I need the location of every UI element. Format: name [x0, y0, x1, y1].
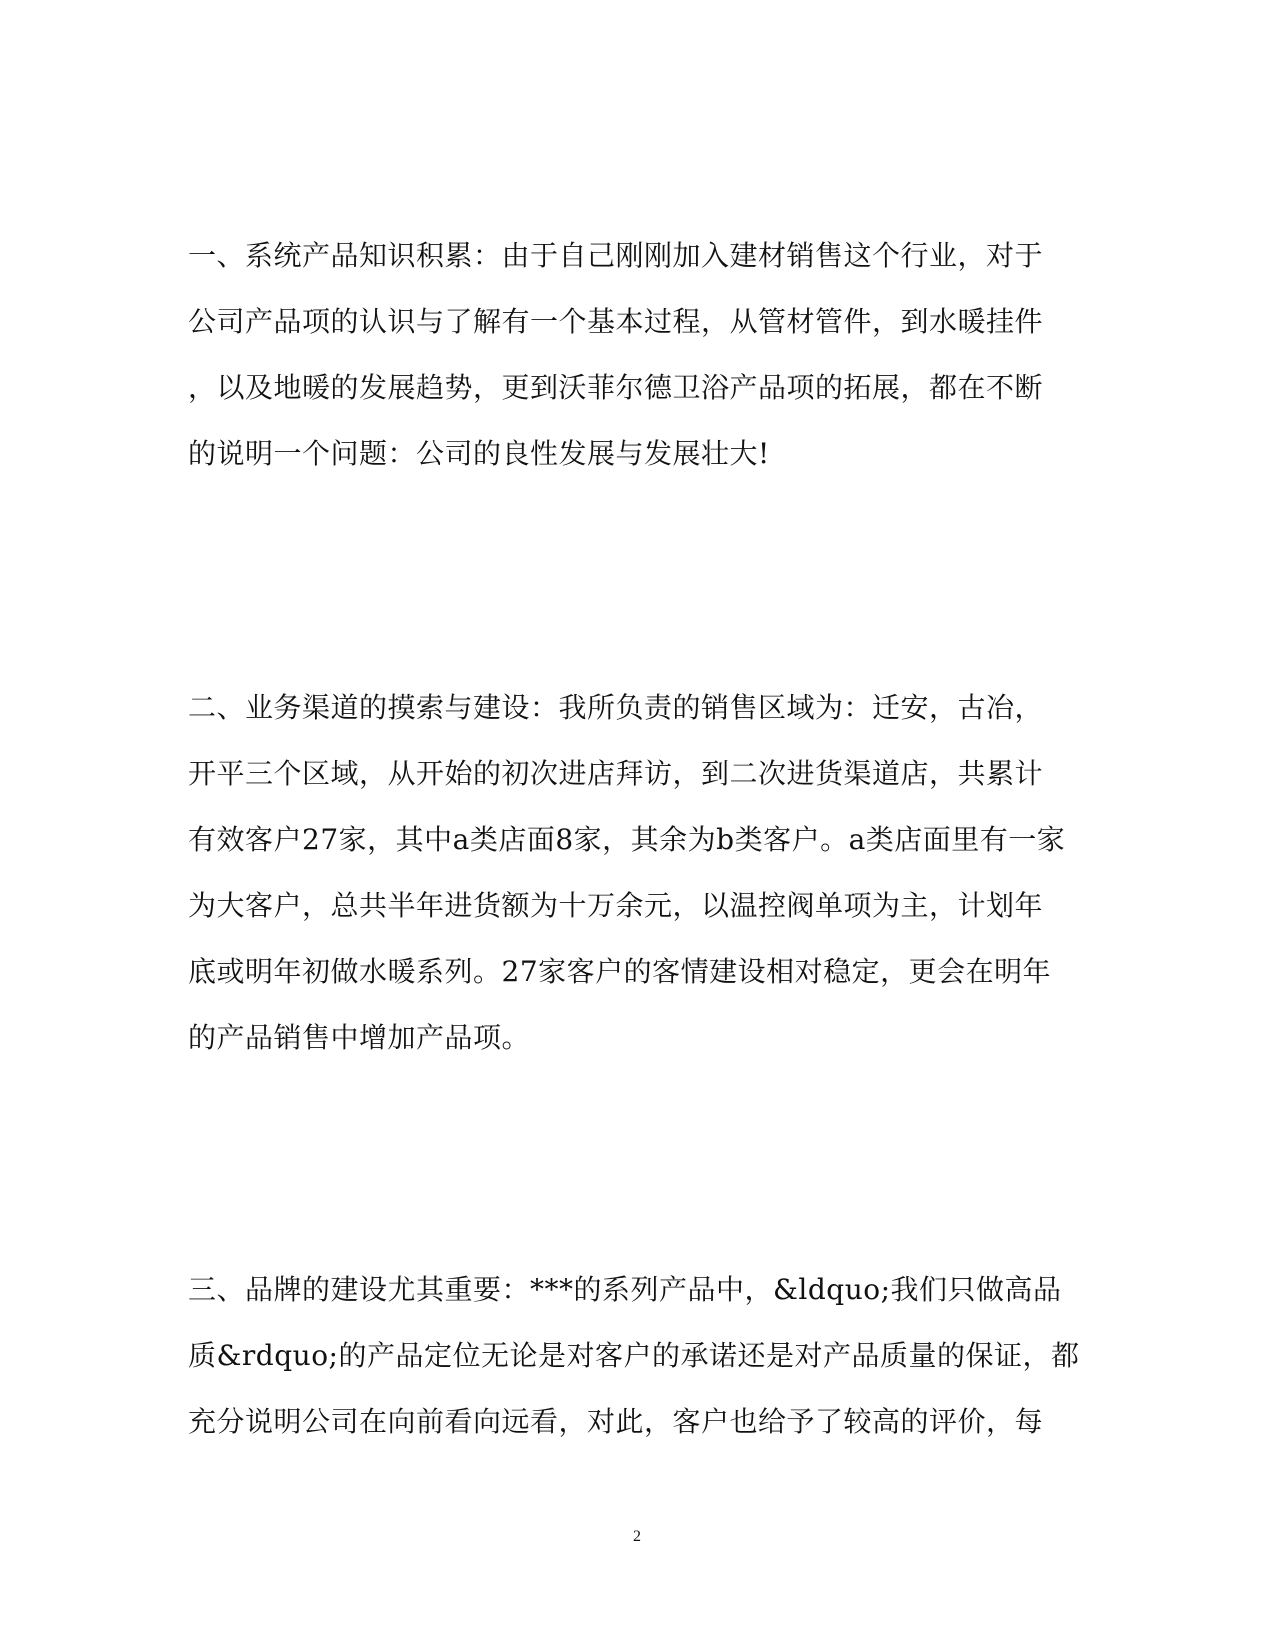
paragraph-line: 公司产品项的认识与了解有一个基本过程，从管材管件，到水暖挂件: [188, 305, 1044, 338]
paragraph-line: 的说明一个问题：公司的良性发展与发展壮大!: [188, 437, 770, 470]
page-number: 2: [633, 1528, 641, 1545]
paragraph-brand-building: [188, 1257, 1080, 1455]
paragraph-line: 开平三个区域，从开始的初次进店拜访，到二次进货渠道店，共累计: [188, 757, 1044, 790]
paragraph-line: 的产品销售中增加产品项。: [188, 1021, 531, 1054]
paragraph-line: 充分说明公司在向前看向远看，对此，客户也给予了较高的评价，每: [188, 1405, 1044, 1438]
paragraph-line: 一、系统产品知识积累：由于自己刚刚加入建材销售这个行业，对于: [188, 239, 1044, 272]
paragraph-line: 底或明年初做水暖系列。27家客户的客情建设相对稳定，更会在明年: [188, 955, 1052, 988]
paragraph-sales-channels: [188, 675, 1068, 1071]
paragraph-line: ，以及地暖的发展趋势，更到沃菲尔德卫浴产品项的拓展，都在不断: [188, 371, 1044, 404]
paragraph-product-knowledge: [188, 223, 1068, 487]
paragraph-line: 质&rdquo;的产品定位无论是对客户的承诺还是对产品质量的保证，都: [188, 1339, 1080, 1372]
paragraph-line: 三、品牌的建设尤其重要：***的系列产品中，&ldquo;我们只做高品: [188, 1273, 1062, 1306]
paragraph-line: 有效客户27家，其中a类店面8家，其余为b类客户。a类店面里有一家: [188, 823, 1066, 856]
paragraph-line: 二、业务渠道的摸索与建设：我所负责的销售区域为：迁安，古冶，: [188, 691, 1044, 724]
paragraph-line: 为大客户，总共半年进货额为十万余元，以温控阀单项为主，计划年: [188, 889, 1044, 922]
